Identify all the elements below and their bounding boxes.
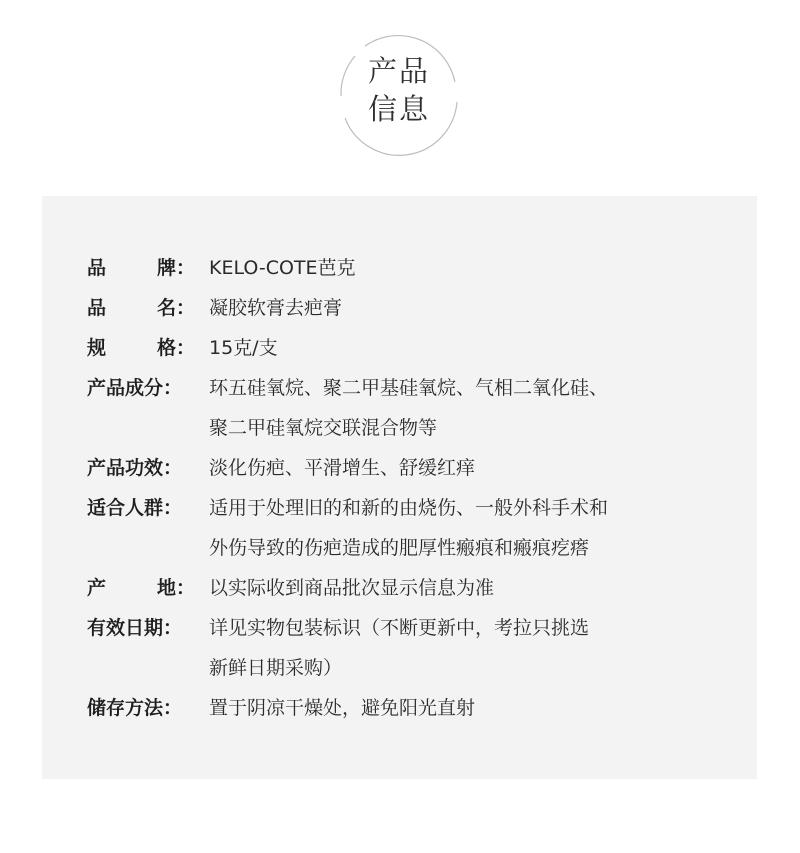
spec-row-name bbox=[87, 288, 709, 328]
spec-value: 以实际收到商品批次显示信息为准 bbox=[209, 577, 495, 599]
spec-value: 适用于处理旧的和新的由烧伤、一般外科手术和 外伤导致的伤疤造成的肥厚性瘢痕和瘢痕疙瘩 bbox=[209, 497, 609, 559]
spec-label: 产 地： bbox=[87, 577, 195, 599]
spec-label: 有效日期： bbox=[87, 617, 183, 639]
spec-label: 适合人群： bbox=[87, 497, 183, 519]
spec-value: 置于阴凉干燥处，避免阳光直射 bbox=[209, 697, 476, 719]
spec-row-audience bbox=[87, 488, 709, 568]
spec-label: 产品成分： bbox=[87, 377, 183, 399]
spec-label: 品 名： bbox=[87, 297, 195, 319]
section-badge bbox=[335, 30, 463, 156]
spec-label: 规 格： bbox=[87, 337, 195, 359]
product-info-panel bbox=[42, 196, 757, 779]
spec-row-brand bbox=[87, 248, 709, 288]
spec-row-effects bbox=[87, 448, 709, 488]
spec-value: 凝胶软膏去疤膏 bbox=[209, 297, 343, 319]
spec-row-storage bbox=[87, 688, 709, 728]
spec-value: KELO-COTE芭克 bbox=[209, 257, 356, 279]
spec-row-size bbox=[87, 328, 709, 368]
badge-title-line1: 产品 bbox=[367, 54, 430, 88]
spec-value: 淡化伤疤、平滑增生、舒缓红痒 bbox=[209, 457, 476, 479]
spec-label: 品 牌： bbox=[87, 257, 195, 279]
spec-row-origin bbox=[87, 568, 709, 608]
spec-value: 15克/支 bbox=[209, 337, 278, 359]
spec-value: 详见实物包装标识（不断更新中，考拉只挑选 新鲜日期采购） bbox=[209, 617, 590, 679]
spec-row-ingredients bbox=[87, 368, 709, 448]
badge-title-line2: 信息 bbox=[367, 92, 430, 126]
spec-row-expiry bbox=[87, 608, 709, 688]
spec-label: 储存方法： bbox=[87, 697, 183, 719]
spec-label: 产品功效： bbox=[87, 457, 183, 479]
spec-value: 环五硅氧烷、聚二甲基硅氧烷、气相二氧化硅、 聚二甲硅氧烷交联混合物等 bbox=[209, 377, 609, 439]
